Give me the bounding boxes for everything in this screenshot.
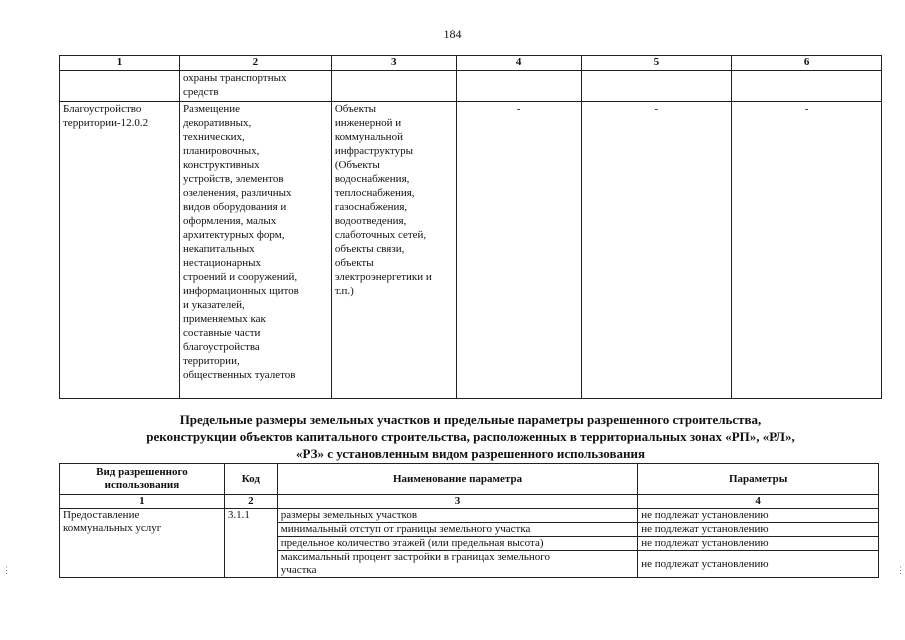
column-header: 5 (581, 56, 732, 71)
scan-edge-mark: ⋮ (896, 565, 905, 575)
number-row (60, 495, 879, 509)
column-header: Вид разрешенного использования (60, 464, 225, 495)
parameters-table (59, 463, 879, 578)
header-row (60, 56, 882, 71)
table-cell (456, 71, 581, 102)
description-cell: Размещение декоративных, технических, планировочных, конструктивных устройств, элементов озеленения, различных видов оборудования и оформления, малых архитектурных форм, некапитальных нестационарных строений и сооружений, информационных щитов и указателей, применяемых как составные части благоустройства территории, общественных туалетов (179, 102, 331, 399)
scan-edge-mark: ⋮ (2, 565, 11, 575)
parameter-value: не подлежат установлению (638, 537, 879, 551)
column-header: 6 (732, 56, 882, 71)
permitted-use-table (59, 55, 882, 399)
column-header: 2 (179, 56, 331, 71)
parameter-value: не подлежат установлению (638, 551, 879, 578)
table-row (60, 102, 882, 399)
page-number: 184 (443, 27, 462, 41)
code-cell: 3.1.1 (224, 509, 277, 578)
parameter-name: минимальный отступ от границы земельного участка (277, 523, 637, 537)
column-header: 4 (456, 56, 581, 71)
column-header: 1 (60, 56, 180, 71)
table-row (60, 71, 882, 102)
header-row (60, 464, 879, 495)
parameter-name: предельное количество этажей (или предельная высота) (277, 537, 637, 551)
parameter-name: размеры земельных участков (277, 509, 637, 523)
use-type-cell: Предоставление коммунальных услуг (60, 509, 225, 578)
table-cell (581, 71, 732, 102)
column-header: Код (224, 464, 277, 495)
parameter-value: не подлежат установлению (638, 509, 879, 523)
table-cell (60, 71, 180, 102)
column-header: Наименование параметра (277, 464, 637, 495)
parameter-value: не подлежат установлению (638, 523, 879, 537)
table-cell: - (456, 102, 581, 399)
column-number: 1 (60, 495, 225, 509)
table-row (60, 509, 879, 523)
table-cell (732, 71, 882, 102)
column-number: 4 (638, 495, 879, 509)
use-type-cell: Благоустройство территории-12.0.2 (60, 102, 180, 399)
table-cell: - (732, 102, 882, 399)
table-cell: охраны транспортных средств (179, 71, 331, 102)
column-header: Параметры (638, 464, 879, 495)
table-cell: - (581, 102, 732, 399)
column-number: 3 (277, 495, 637, 509)
auxiliary-use-cell: Объекты инженерной и коммунальной инфраструктуры (Объекты водоснабжения, теплоснабжения, газоснабжения, водоотведения, слаботочных сетей, объекты связи, объекты электроэнергетики и т.п.) (331, 102, 456, 399)
column-number: 2 (224, 495, 277, 509)
section-title: Предельные размеры земельных участков и предельные параметры разрешенного строительства, реконструкции объектов капитального строительства, расположенных в территориальных зонах «РП», «РЛ», «РЗ» с установленным видом разрешенного использования (146, 412, 795, 461)
column-header: 3 (331, 56, 456, 71)
parameter-name: максимальный процент застройки в границах земельного участка (277, 551, 637, 578)
table-cell (331, 71, 456, 102)
